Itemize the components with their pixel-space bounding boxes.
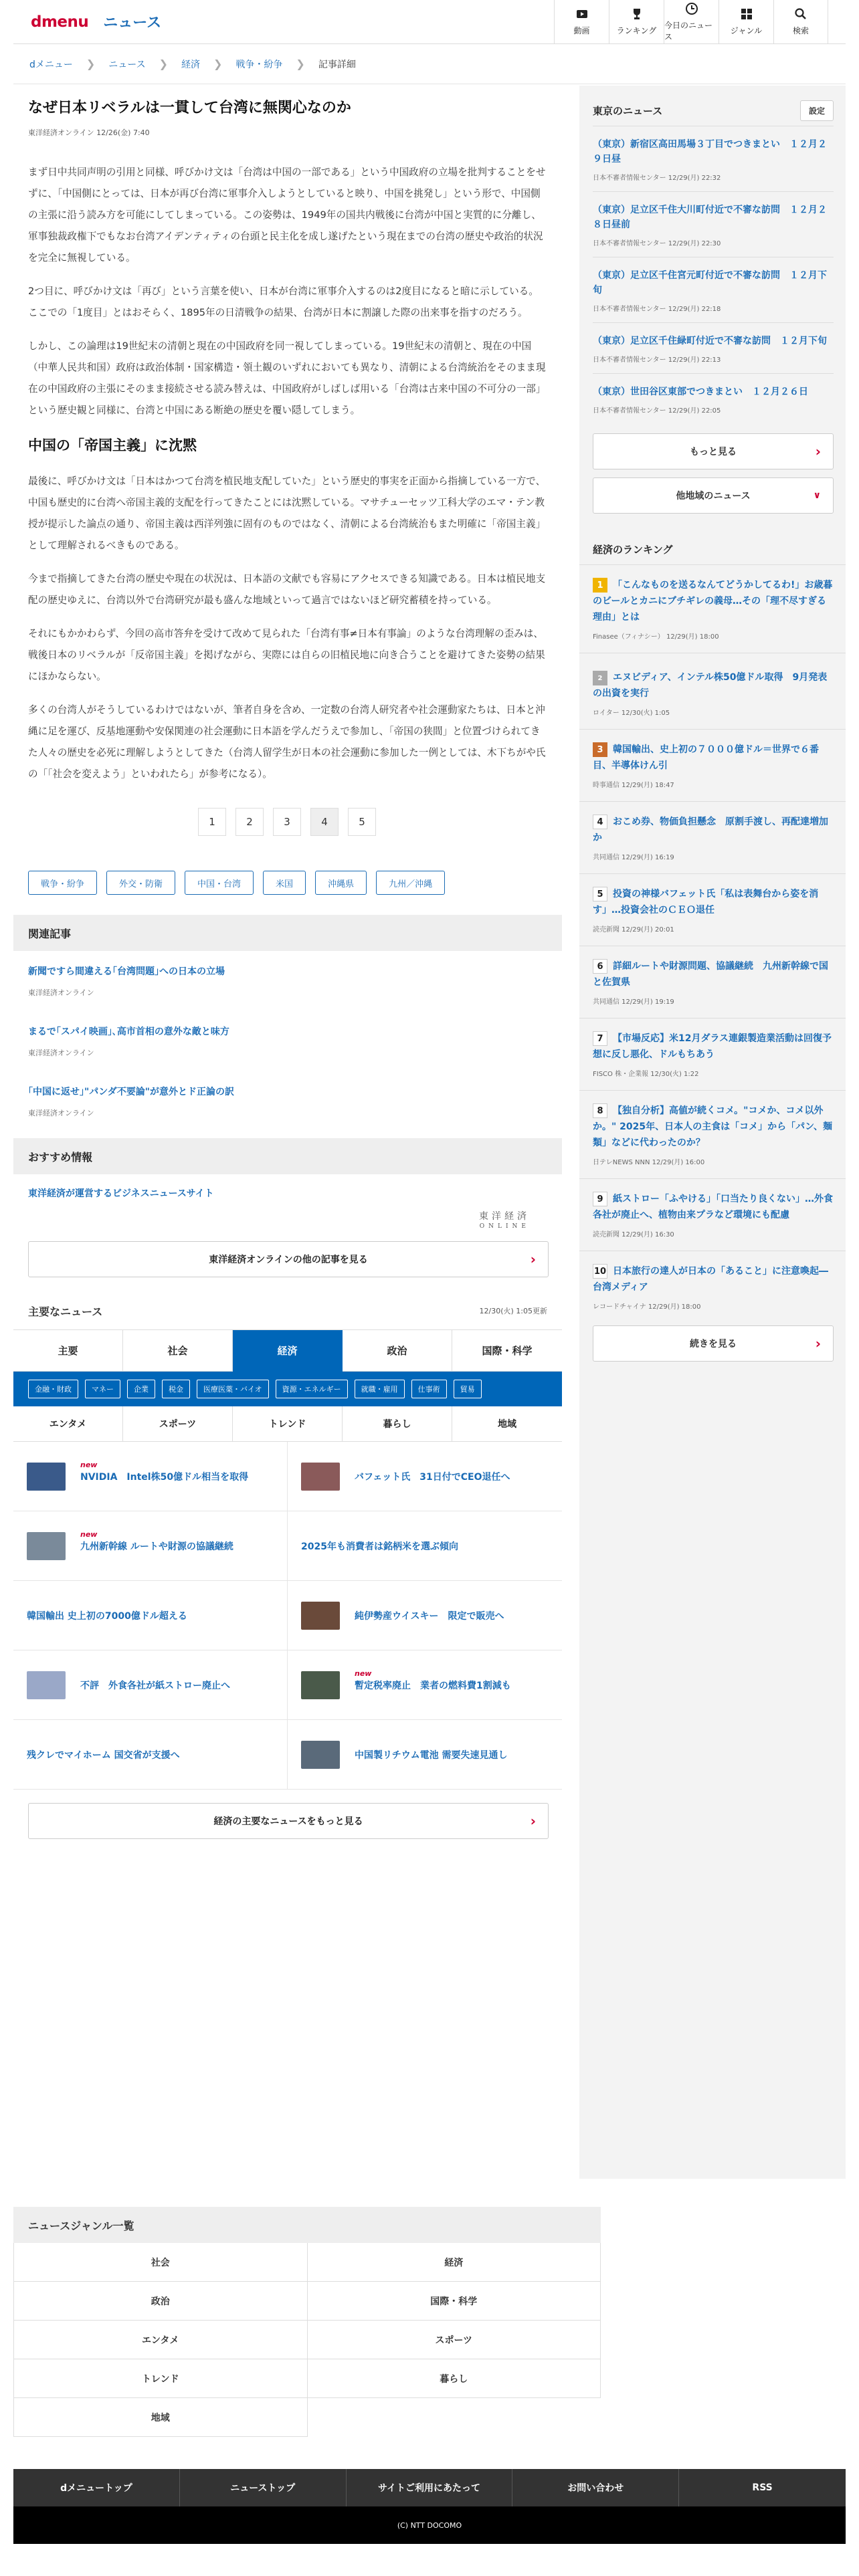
news-thumbnail — [27, 1532, 66, 1560]
ranking-title-text: 【独自分析】高値が続くコメ。"コメか、コメ以外か。" 2025年、日本人の主食は「コメ」から「パン、麺類」などに代わったのか？ — [593, 1105, 833, 1148]
more-economy-news-label: 経済の主要なニュースをもっと見る — [213, 1816, 363, 1827]
nav-genre[interactable] — [719, 0, 773, 44]
rank-number: 4 — [593, 815, 607, 829]
rank-number: 2 — [593, 671, 607, 685]
tab-society[interactable]: 社会 — [123, 1330, 233, 1372]
article — [13, 86, 562, 836]
news-thumbnail — [301, 1463, 340, 1491]
genre-item[interactable]: エンタメ — [14, 2321, 308, 2359]
tag-diplomacy[interactable]: 外交・防衛 — [106, 871, 175, 895]
chevron-right-icon: › — [815, 443, 821, 459]
ranking-title-text: 【市場反応】米12月ダラス連銀製造業活動は回復予想に反し悪化、ドルもちあう — [593, 1033, 832, 1060]
recommend-heading: おすすめ情報 — [13, 1138, 562, 1174]
nav-today[interactable] — [664, 0, 719, 44]
footer-link[interactable]: ニューストップ — [180, 2469, 347, 2506]
related-item[interactable] — [13, 951, 562, 998]
subtag[interactable]: 貿易 — [454, 1380, 482, 1398]
ranking-list — [579, 564, 846, 1323]
local-news-source: 日本不審者情報センター 12/29(月) 22:18 — [593, 306, 721, 313]
toyokeizai-logo[interactable] — [13, 1212, 562, 1232]
ranking-source: FISCO 株・企業報 12/30(火) 1:22 — [593, 1071, 699, 1078]
site-header — [13, 0, 846, 44]
major-news-updated: 12/30(火) 1:05更新 — [479, 1307, 547, 1315]
page-button-3[interactable]: 3 — [273, 808, 301, 836]
sidebar — [579, 86, 846, 2179]
ranking-item[interactable] — [579, 1251, 846, 1323]
tab-international[interactable]: 国際・科学 — [452, 1330, 562, 1372]
local-more-button[interactable] — [593, 433, 834, 469]
ranking-source: 共同通信 12/29(月) 16:19 — [593, 854, 674, 861]
major-news-item[interactable] — [13, 1442, 288, 1511]
header-nav — [554, 0, 828, 44]
other-region-label: 他地域のニュース — [676, 491, 751, 502]
subtag[interactable]: 金融・財政 — [28, 1380, 78, 1398]
other-region-button[interactable] — [593, 477, 834, 514]
chevron-right-icon: › — [815, 1335, 821, 1352]
subtag[interactable]: 企業 — [127, 1380, 155, 1398]
ranking-continue-label: 続きを見る — [690, 1339, 737, 1350]
recommend-link[interactable]: 東洋経済が運営するビジネスニュースサイト — [28, 1188, 214, 1199]
news-thumbnail — [301, 1741, 340, 1769]
article-meta: 東洋経済オンライン 12/26(金) 7:40 — [28, 128, 150, 137]
breadcrumb-news[interactable]: ニュース — [108, 59, 146, 70]
local-news-item[interactable] — [593, 373, 834, 424]
genre-item[interactable]: 暮らし — [308, 2359, 601, 2398]
major-news-grid — [13, 1442, 562, 1790]
breadcrumb-economy[interactable]: 経済 — [181, 59, 201, 70]
ranking-title-text: おこめ券、物価負担懸念 原割手渡し、再配達増加か — [593, 817, 828, 843]
rank-number: 10 — [593, 1264, 607, 1279]
chevron-down-icon: ∨ — [813, 490, 821, 501]
major-news-tabs-secondary — [13, 1406, 562, 1442]
local-news-item[interactable] — [593, 322, 834, 373]
major-news-tabs — [13, 1329, 562, 1372]
search-icon — [794, 7, 807, 21]
footer-nav — [13, 2469, 846, 2506]
local-news-title[interactable]: （東京）足立区千住大川町付近で不審な訪問 １２月２８日昼前 — [593, 205, 827, 230]
ranking-source: 読売新聞 12/29(月) 20:01 — [593, 926, 674, 934]
local-news-header — [593, 95, 834, 126]
ranking-title-text: 詳細ルートや財源問題、協議継続 九州新幹線で国と佐賀県 — [593, 961, 828, 988]
article-paragraph: それにもかかわらず、今回の高市答弁を受けて改めて見られた「台湾有事≠日本有事論」のような台湾理解の歪みは、戦後日本のリベラルが「反帝国主義」を掲げながら、実際には自らの旧植民地に向き合うことを避けてきた姿勢の結果にほかならない。 — [28, 628, 545, 682]
nav-search[interactable] — [773, 0, 828, 44]
genre-item[interactable]: 政治 — [14, 2282, 308, 2321]
article-paragraph: 最後に、呼びかけ文は「日本はかつて台湾を植民地支配していた」という歴史的事実を正面から指摘している一方で、中国も歴史的に台湾へ帝国主義的支配を行ってきたことには沈黙している。マサチューセッツ工科大学のエマ・テン教授が提示した論点の通り、帝国主義は西洋列強に固有のものではなく、清朝による台湾統治もまた明確に「帝国主義」として理解されるべきものである。 — [28, 475, 546, 551]
tab-life[interactable]: 暮らし — [343, 1406, 452, 1441]
article-title: なぜ日本リベラルは一貫して台湾に無関心なのか — [28, 100, 351, 116]
local-news-heading: 東京のニュース — [593, 104, 663, 117]
related-source: 東洋経済オンライン — [28, 988, 94, 997]
ranking-title[interactable] — [593, 1263, 834, 1295]
tab-trend[interactable]: トレンド — [233, 1406, 343, 1441]
new-badge: new — [80, 1529, 98, 1539]
major-news-title[interactable]: 九州新幹線 ルートや財源の協議継続 new — [80, 1529, 233, 1552]
page-button-5[interactable]: 5 — [348, 808, 376, 836]
tab-main[interactable]: 主要 — [13, 1330, 123, 1372]
grid-icon — [740, 7, 753, 21]
major-news-title[interactable]: NVIDIA Intel株50億ドル相当を取得 new — [80, 1460, 249, 1483]
tag-china-taiwan[interactable]: 中国・台湾 — [185, 871, 254, 895]
toyokeizai-logo-main: 東洋経済 — [479, 1211, 530, 1222]
chevron-right-icon: ❯ — [159, 58, 169, 70]
ranking-item[interactable] — [579, 1090, 846, 1178]
ranking-title[interactable] — [593, 577, 834, 625]
major-news-title[interactable]: 純伊勢産ウイスキー 限定で販売へ — [355, 1610, 504, 1622]
ranking-item[interactable] — [579, 801, 846, 873]
subtag[interactable]: 就職・雇用 — [355, 1380, 405, 1398]
article-body — [28, 162, 546, 785]
ranking-item[interactable] — [579, 1178, 846, 1251]
ranking-header — [579, 534, 846, 564]
dmenu-logo[interactable]: dmenu — [31, 13, 89, 31]
ranking-title[interactable] — [593, 1103, 834, 1151]
ranking-source: 時事通信 12/29(月) 18:47 — [593, 782, 674, 789]
major-news-title[interactable]: 不評 外食各社が紙ストロー廃止へ — [80, 1680, 230, 1691]
genre-item[interactable]: トレンド — [14, 2359, 308, 2398]
footer-link[interactable]: RSS — [752, 2482, 773, 2493]
nav-ranking[interactable] — [609, 0, 664, 44]
related-title[interactable]: まるで｢スパイ映画｣､高市首相の意外な敵と味方 — [28, 1027, 229, 1037]
major-news-title[interactable]: 2025年も消費者は銘柄米を選ぶ傾向 — [301, 1541, 458, 1552]
major-news-item[interactable] — [13, 1581, 288, 1650]
related-item[interactable] — [13, 1058, 562, 1138]
clock-icon — [685, 2, 698, 15]
local-news-title[interactable]: （東京）世田谷区東部でつきまとい １２月２６日 — [593, 387, 808, 397]
ranking-source: Finasee（フィナシー） 12/29(月) 18:00 — [593, 633, 719, 641]
tag-war[interactable]: 戦争・紛争 — [28, 871, 97, 895]
ranking-item[interactable] — [579, 653, 846, 729]
ranking-continue-button[interactable] — [593, 1325, 834, 1362]
chevron-right-icon: ❯ — [86, 58, 96, 70]
tab-sports[interactable]: スポーツ — [123, 1406, 233, 1441]
footer-link[interactable]: dメニュートップ — [13, 2469, 180, 2506]
major-news-title[interactable]: 暫定税率廃止 業者の燃料費1割減も new — [355, 1669, 511, 1691]
economy-subtags — [13, 1372, 562, 1406]
news-thumbnail — [301, 1602, 340, 1630]
page-button-1[interactable]: 1 — [198, 808, 226, 836]
breadcrumb-dmenu[interactable]: dメニュー — [29, 59, 73, 70]
settings-button[interactable]: 設定 — [800, 100, 834, 121]
major-news-title[interactable]: バフェット氏 31日付でCEO退任へ — [355, 1471, 510, 1483]
genre-item[interactable]: スポーツ — [308, 2321, 601, 2359]
article-tags — [28, 871, 562, 895]
major-news-item[interactable] — [13, 1650, 288, 1720]
ranking-title[interactable] — [593, 886, 834, 918]
more-economy-news-button[interactable] — [28, 1803, 549, 1839]
rank-number: 9 — [593, 1192, 607, 1206]
ranking-title-text: エヌビディア、インテル株50億ドル取得 9月発表の出資を実行 — [593, 672, 828, 699]
nav-ranking-label: ランキング — [616, 26, 657, 35]
local-more-label: もっと見る — [690, 447, 737, 457]
rank-number: 6 — [593, 959, 607, 974]
major-news-item[interactable] — [288, 1650, 562, 1720]
news-thumbnail — [301, 1671, 340, 1699]
major-news-title[interactable]: 残クレでマイホーム 国交省が支援へ — [27, 1749, 180, 1761]
toyokeizai-logo-sub: ONLINE — [479, 1223, 530, 1230]
major-news-title[interactable]: 中国製リチウム電池 需要失速見通し — [355, 1749, 508, 1761]
major-news-heading: 主要なニュース — [28, 1305, 103, 1318]
ranking-title[interactable] — [593, 1191, 834, 1223]
ranking-source: 共同通信 12/29(月) 19:19 — [593, 998, 674, 1006]
local-news-title[interactable]: （東京）足立区千住緑町付近で不審な訪問 １２月下旬 — [593, 336, 827, 346]
news-section-title[interactable]: ニュース — [103, 15, 162, 31]
ranking-heading: 経済のランキング — [593, 543, 673, 556]
local-news-list — [593, 126, 834, 424]
related-heading: 関連記事 — [13, 915, 562, 951]
local-news-source: 日本不審者情報センター 12/29(月) 22:32 — [593, 175, 721, 182]
ranking-item[interactable] — [579, 946, 846, 1018]
genre-heading: ニュースジャンル一覧 — [13, 2207, 601, 2243]
ranking-source: ロイター 12/30(火) 1:05 — [593, 710, 670, 717]
local-news-item[interactable] — [593, 257, 834, 322]
major-news-header — [13, 1292, 562, 1329]
major-news-item[interactable] — [13, 1720, 288, 1790]
chevron-right-icon: › — [530, 1813, 536, 1829]
tab-politics[interactable]: 政治 — [343, 1330, 452, 1372]
subtag[interactable]: 医療医薬・バイオ — [197, 1380, 269, 1398]
major-news-item[interactable] — [288, 1720, 562, 1790]
ranking-title[interactable] — [593, 958, 834, 990]
ranking-title[interactable] — [593, 742, 834, 774]
genre-grid — [13, 2243, 601, 2437]
genre-item[interactable]: 社会 — [14, 2243, 308, 2282]
rank-number: 3 — [593, 742, 607, 757]
main-column — [13, 86, 562, 1839]
article-paragraph: 2つ目に、呼びかけ文は「再び」という言葉を使い、日本が台湾に軍事介入するのは2度目になると暗に示している。ここでの「1度目」とはおそらく、1895年の日清戦争の結果、台湾が日本に割譲した際の出来事を指すのだろう。 — [28, 286, 539, 318]
subtag[interactable]: 資源・エネルギー — [276, 1380, 348, 1398]
ranking-item[interactable] — [579, 1018, 846, 1090]
tab-region[interactable]: 地域 — [498, 1419, 516, 1430]
genre-list — [13, 2207, 601, 2437]
subtag[interactable]: 仕事術 — [411, 1380, 447, 1398]
rank-number: 8 — [593, 1103, 607, 1118]
footer-link[interactable]: サイトご利用にあたって — [347, 2469, 513, 2506]
rank-number: 7 — [593, 1031, 607, 1046]
tab-economy[interactable]: 経済 — [233, 1330, 343, 1372]
ranking-source: 読売新聞 12/29(月) 16:30 — [593, 1231, 674, 1239]
page-button-4-current[interactable]: 4 — [310, 808, 339, 836]
nav-today-label: 今日のニュース — [664, 20, 713, 41]
related-title[interactable]: 新聞ですら間違える｢台湾問題｣への日本の立場 — [28, 966, 225, 977]
article-paragraph: 多くの台湾人がそうしているわけではないが、筆者自身を含め、一定数の台湾人研究者や社会運動家たちは、日本と沖縄に足を運び、反基地運動や安保関連の社会運動に日本語を学んだうえで参加し、「帝国の狭間」と位置づけられてきた人々の歴史を必死に理解しようとしてきた（台湾人留学生が日本の社会運動に参加した一例としては、木下ちがや氏の「「社会を変えよう」といわれたら」が参考になる）。 — [28, 704, 546, 780]
local-news-title[interactable]: （東京）足立区千住宮元町付近で不審な訪問 １２月下旬 — [593, 270, 827, 296]
nav-video[interactable] — [554, 0, 609, 44]
article-paragraph: まず日中共同声明の引用と同様、呼びかけ文は「台湾は中国の一部である」という中国政府の立場を批判することをせずに、「中国側にとっては、日本が再び台湾に軍事介入しようとしていると映り、中国を挑発し」という形で、中国側の主張に沿う読み方を可能にしてしまっている。この姿勢は、1949年の国共内戦後に台湾が中国と実質的に分離し、軍事独裁政権下でもなお台湾アイデンティティの台頭と民主化を成し遂げたという現在までの台湾の歴史や政治的状況を完全に無視している。 — [28, 167, 546, 263]
ranking-title-text: 投資の神様バフェット氏「私は表舞台から姿を消す」…投資会社のＣＥＯ退任 — [593, 889, 819, 916]
tag-usa[interactable]: 米国 — [263, 871, 306, 895]
major-news-item[interactable] — [288, 1442, 562, 1511]
tag-okinawa[interactable]: 沖縄県 — [315, 871, 367, 895]
major-news-item[interactable] — [13, 1511, 288, 1581]
ranking-item[interactable] — [579, 564, 846, 653]
pagination — [28, 808, 546, 836]
local-news-source: 日本不審者情報センター 12/29(月) 22:13 — [593, 356, 721, 364]
article-subheading: 中国の「帝国主義」に沈黙 — [28, 437, 197, 453]
rank-number: 5 — [593, 887, 607, 901]
nav-genre-label: ジャンル — [730, 26, 763, 35]
copyright: (C) NTT DOCOMO — [13, 2506, 846, 2544]
related-title[interactable]: ｢中国に返せ｣"パンダ不要論"が意外とド正論の訳 — [28, 1087, 235, 1097]
related-item[interactable] — [13, 998, 562, 1058]
local-news-item[interactable] — [593, 191, 834, 257]
local-news-source: 日本不審者情報センター 12/29(月) 22:05 — [593, 407, 721, 415]
chevron-right-icon: › — [530, 1251, 536, 1267]
rank-number: 1 — [593, 578, 607, 593]
new-badge: new — [80, 1460, 98, 1469]
breadcrumb — [13, 44, 846, 84]
ranking-title-text: 紙ストロー「ふやける」「口当たり良くない」…外食各社が廃止へ、植物由来プラなど環境にも配慮 — [593, 1194, 833, 1220]
new-badge: new — [355, 1669, 372, 1678]
tag-kyushu-okinawa[interactable]: 九州／沖縄 — [376, 871, 445, 895]
footer-link[interactable]: お問い合わせ — [512, 2469, 679, 2506]
breadcrumb-current: 記事詳細 — [318, 59, 356, 70]
chevron-right-icon: ❯ — [213, 58, 223, 70]
page-button-2[interactable]: 2 — [235, 808, 264, 836]
major-news-item[interactable] — [288, 1581, 562, 1650]
major-news-item[interactable] — [288, 1511, 562, 1581]
nav-search-label: 検索 — [792, 26, 809, 35]
ranking-item[interactable] — [579, 729, 846, 801]
local-news-item[interactable] — [593, 126, 834, 191]
news-thumbnail — [27, 1463, 66, 1491]
trophy-icon — [630, 7, 644, 21]
major-news-title[interactable]: 韓国輸出 史上初の7000億ドル超える — [27, 1610, 187, 1622]
local-news-title[interactable]: （東京）新宿区高田馬場３丁目でつきまとい １２月２９日昼 — [593, 139, 827, 165]
video-icon — [575, 7, 589, 21]
article-paragraph: しかし、この論理は19世紀末の清朝と現在の中国政府を同一視してしまっている。19世紀末の清朝と、現在の中国（中華人民共和国）政府は政治体制・国家構造・領土観のいずれにおいても異なり、清朝による台湾統治をそのまま現在の中国政府の主張にそのまま接続させる読み替えは、中国政府がしばしば用いる「台湾は古来中国の不可分の一部」という歴史観と同様に、台湾と中国にある断絶の歴史を覆い隠してしまう。 — [28, 340, 546, 416]
related-source: 東洋経済オンライン — [28, 1109, 94, 1117]
nav-video-label: 動画 — [573, 26, 590, 35]
ranking-source: 日テレNEWS NNN 12/29(月) 16:00 — [593, 1159, 705, 1166]
genre-item[interactable]: 国際・科学 — [308, 2282, 601, 2321]
ranking-item[interactable] — [579, 873, 846, 946]
ranking-title[interactable] — [593, 1031, 834, 1063]
more-toyokeizai-button[interactable] — [28, 1241, 549, 1277]
news-thumbnail — [27, 1671, 66, 1699]
ranking-title[interactable] — [593, 665, 834, 702]
ranking-title-text: 韓国輸出、史上初の７０００億ドル＝世界で６番目、半導体けん引 — [593, 744, 819, 771]
ranking-title[interactable] — [593, 814, 834, 846]
ranking-title-text: 日本旅行の達人が日本の「あること」に注意喚起―台湾メディア — [593, 1266, 828, 1293]
genre-item[interactable]: 経済 — [308, 2243, 601, 2282]
related-source: 東洋経済オンライン — [28, 1049, 94, 1057]
more-toyokeizai-label: 東洋経済オンラインの他の記事を見る — [209, 1255, 368, 1265]
tab-entertainment[interactable]: エンタメ — [13, 1406, 123, 1441]
local-news-source: 日本不審者情報センター 12/29(月) 22:30 — [593, 240, 721, 247]
article-paragraph: 今まで指摘してきた台湾の歴史や現在の状況は、日本語の文献でも容易にアクセスできる知識である。日本は植民地支配の歴史ゆえに、台湾以外で台湾研究が最も盛んな地域といって過言ではないほど研究蓄積を持っている。 — [28, 573, 546, 606]
ranking-title-text: 「こんなものを送るなんてどうかしてるわ!」お歳暮のビールとカニにブチギレの義母…その「理不尽すぎる理由」とは — [593, 580, 833, 623]
subtag[interactable]: 税金 — [162, 1380, 190, 1398]
subtag[interactable]: マネー — [85, 1380, 120, 1398]
breadcrumb-war[interactable]: 戦争・紛争 — [235, 59, 283, 70]
chevron-right-icon: ❯ — [296, 58, 305, 70]
ranking-source: レコードチャイナ 12/29(月) 18:00 — [593, 1303, 701, 1311]
genre-item[interactable]: 地域 — [14, 2398, 308, 2437]
